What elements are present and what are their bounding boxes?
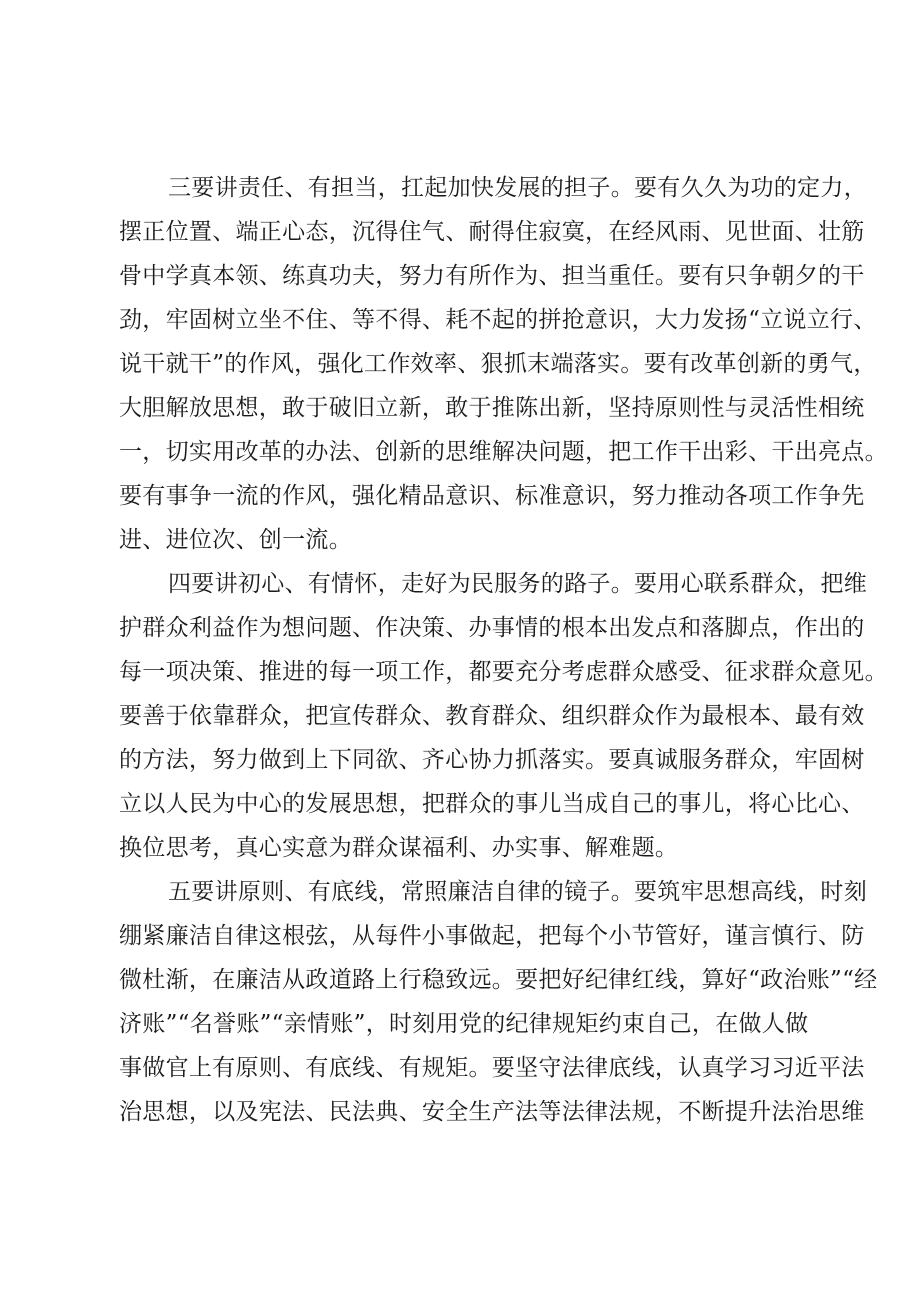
paragraph-line: 骨中学真本领、练真功夫，努力有所作为、担当重任。要有只争朝夕的干	[119, 263, 865, 289]
paragraph-line: 绷紧廉洁自律这根弦，从每件小事做起，把每个小节管好，谨言慎行、防	[119, 923, 865, 949]
paragraph-line: 四要讲初心、有情怀，走好为民服务的路子。要用心联系群众，把维	[168, 571, 867, 597]
paragraph-line: 三要讲责任、有担当，扛起加快发展的担子。要有久久为功的定力，	[168, 175, 867, 201]
paragraph-line: 要善于依靠群众，把宣传群众、教育群众、组织群众作为最根本、最有效	[119, 703, 865, 729]
paragraph-line: 立以人民为中心的发展思想，把群众的事儿当成自己的事儿，将心比心、	[119, 791, 865, 817]
paragraph-line: 微杜渐，在廉洁从政道路上行稳致远。要把好纪律红线，算好“政治账”“经	[119, 967, 878, 993]
paragraph-line: 要有事争一流的作风，强化精品意识、标准意识，努力推动各项工作争先	[119, 483, 865, 509]
paragraph-line: 治思想，以及宪法、民法典、安全生产法等法律法规，不断提升法治思维	[119, 1099, 865, 1125]
paragraph-line: 进、进位次、创一流。	[119, 527, 352, 553]
paragraph-line: 大胆解放思想，敢于破旧立新，敢于推陈出新，坚持原则性与灵活性相统	[119, 395, 865, 421]
paragraph-line: 一，切实用改革的办法、创新的思维解决问题，把工作干出彩、干出亮点。	[119, 439, 888, 465]
paragraph-line: 换位思考，真心实意为群众谋福利、办实事、解难题。	[119, 835, 679, 861]
paragraph-line: 护群众利益作为想问题、作决策、办事情的根本出发点和落脚点，作出的	[119, 615, 865, 641]
paragraph-line: 事做官上有原则、有底线、有规矩。要坚守法律底线，认真学习习近平法	[119, 1055, 865, 1081]
paragraph-line: 摆正位置、端正心态，沉得住气、耐得住寂寞，在经风雨、见世面、壮筋	[119, 219, 865, 245]
paragraph-line: 每一项决策、推进的每一项工作，都要充分考虑群众感受、征求群众意见。	[119, 659, 888, 685]
paragraph-line: 说干就干”的作风，强化工作效率、狠抓末端落实。要有改革创新的勇气，	[119, 351, 877, 377]
paragraph-line: 济账”“名誉账”“亲情账”，时刻用党的纪律规矩约束自己，在做人做	[119, 1011, 809, 1037]
paragraph-line: 的方法，努力做到上下同欲、齐心协力抓落实。要真诚服务群众，牢固树	[119, 747, 865, 773]
paragraph-line: 劲，牢固树立坐不住、等不得、耗不起的拼抢意识，大力发扬“立说立行、	[119, 307, 877, 333]
paragraph-line: 五要讲原则、有底线，常照廉洁自律的镜子。要筑牢思想高线，时刻	[168, 879, 867, 905]
